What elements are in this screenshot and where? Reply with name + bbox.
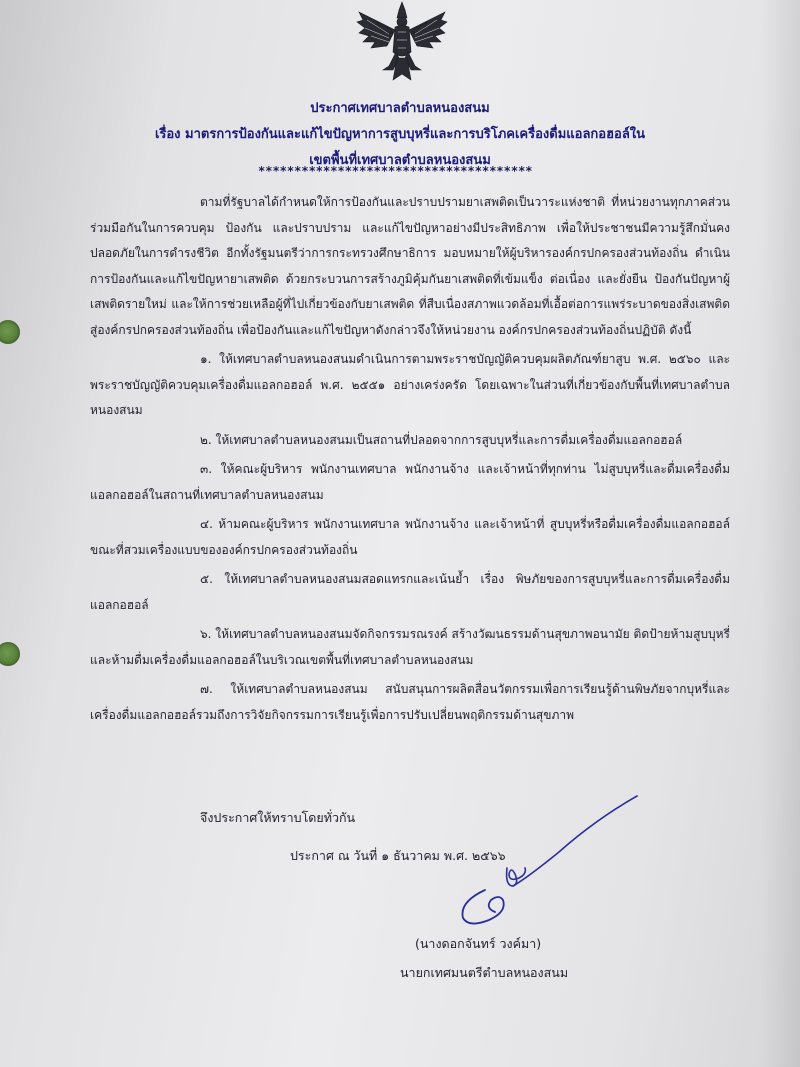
heading-separator: ************************************** bbox=[258, 164, 533, 178]
page-edge-shadow bbox=[760, 0, 800, 1067]
announcement-body bbox=[90, 190, 730, 732]
signature-mark bbox=[455, 790, 655, 930]
document-heading bbox=[70, 96, 730, 174]
announcement-subject-continued: เขตพื้นที่เทศบาลตำบลหนองสนม bbox=[309, 153, 491, 168]
clause-7: ๗. ให้เทศบาลตำบลหนองสนม สนับสนุนการผลิตสื่อนวัตกรรมเพื่อการเรียนรู้ด้านพิษภัยจากบุหรี่และเครื่องดื่มแอลกอฮอล์รวมถึงการวิจัยกิจกรรมการเรียนรู้เพื่อการปรับเปลี่ยนพฤติกรรมด้านสุขภาพ bbox=[90, 682, 730, 722]
clause-4: ๔. ห้ามคณะผู้บริหาร พนักงานเทศบาล พนักงานจ้าง และเจ้าหน้าที่ สูบบุหรี่หรือดื่มเครื่องดื่มแอลกอฮอล์ขณะที่สวมเครื่องแบบขององค์กรปกครองส่วนท้องถิ่น bbox=[90, 517, 730, 557]
binder-hole bbox=[0, 642, 20, 666]
clause-1: ๑. ให้เทศบาลตำบลหนองสนมดำเนินการตามพระราชบัญญัติควบคุมผลิตภัณฑ์ยาสูบ พ.ศ. ๒๕๖๐ และพระราชบัญญัติควบคุมเครื่องดื่มแอลกอฮอล์ พ.ศ. ๒๕๕๑ อย่างเคร่งครัด โดยเฉพาะในส่วนที่เกี่ยวข้องกับพื้นที่เทศบาลตำบลหนองสนม bbox=[90, 352, 730, 417]
signer-title: นายกเทศมนตรีตำบลหนองสนม bbox=[400, 965, 569, 980]
clause-2: ๒. ให้เทศบาลตำบลหนองสนมเป็นสถานที่ปลอดจากการสูบบุหรี่และการดื่มเครื่องดื่มแอลกอฮอล์ bbox=[200, 432, 683, 447]
clause-3: ๓. ให้คณะผู้บริหาร พนักงานเทศบาล พนักงานจ้าง และเจ้าหน้าที่ทุกท่าน ไม่สูบบุหรี่และดื่มเครื่องดื่มแอลกอฮอล์ในสถานที่เทศบาลตำบลหนองสนม bbox=[90, 462, 730, 502]
clause-5: ๕. ให้เทศบาลตำบลหนองสนมสอดแทรกและเน้นย้ำ เรื่อง พิษภัยของการสูบบุหรี่และการดื่มเครื่องดื่มแอลกอฮอล์ bbox=[90, 572, 730, 612]
signer-name: (นางดอกจันทร์ วงค์มา) bbox=[415, 936, 542, 951]
announcement-date: ประกาศ ณ วันที่ ๑ ธันวาคม พ.ศ. ๒๕๖๖ bbox=[290, 848, 506, 863]
garuda-emblem-icon bbox=[353, 0, 451, 88]
clause-6: ๖. ให้เทศบาลตำบลหนองสนมจัดกิจกรรมรณรงค์ สร้างวัฒนธรรมด้านสุขภาพอนามัย ติดป้ายห้ามสูบบุหรี่และห้ามดื่มเครื่องดื่มแอลกอฮอล์ในบริเวณเขตพื้นที่เทศบาลตำบลหนองสนม bbox=[90, 627, 730, 667]
announcement-subject: เรื่อง มาตรการป้องกันและแก้ไขปัญหาการสูบบุหรี่และการบริโภคเครื่องดื่มแอลกอฮอล์ใน bbox=[154, 127, 646, 142]
announcement-title: ประกาศเทศบาลตำบลหนองสนม bbox=[310, 101, 490, 116]
intro-paragraph: ตามที่รัฐบาลได้กำหนดให้การป้องกันและปราบปรามยาเสพติดเป็นวาระแห่งชาติ ที่หน่วยงานทุกภาคส่วนร่วมมือกันในการควบคุม ป้องกัน และปราบปราม และแก้ไขปัญหาอย่างมีประสิทธิภาพ เพื่อให้ประชาชนมีความรู้สึกมั่นคงปลอดภัยในการดำรงชีวิต อีกทั้งรัฐมนตรีว่าการกระทรวงศึกษาธิการ มอบหมายให้ผู้บริหารองค์กรปกครองส่วนท้องถิ่น ดำเนินการป้องกันและแก้ไขปัญหายาเสพติด ด้วยกระบวนการสร้างภูมิคุ้มกันยาเสพติดที่เข้มแข็ง ต่อเนื่อง และยั่งยืน ป้องกันปัญหาผู้เสพติดรายใหม่ และให้การช่วยเหลือผู้ที่ไปเกี่ยวข้องกับยาเสพติด ที่สืบเนื่องสภาพแวดล้อมที่เอื้อต่อการแพร่ระบาดของสิ่งเสพติดสู่องค์กรปกครองส่วนท้องถิ่น เพื่อป้องกันและแก้ไขปัญหาดังกล่าวจึงให้หน่วยงาน องค์กรปกครองส่วนท้องถิ่นปฏิบัติ ดังนี้ bbox=[90, 195, 730, 337]
closing-statement: จึงประกาศให้ทราบโดยทั่วกัน bbox=[200, 810, 356, 825]
binder-hole bbox=[0, 320, 20, 344]
